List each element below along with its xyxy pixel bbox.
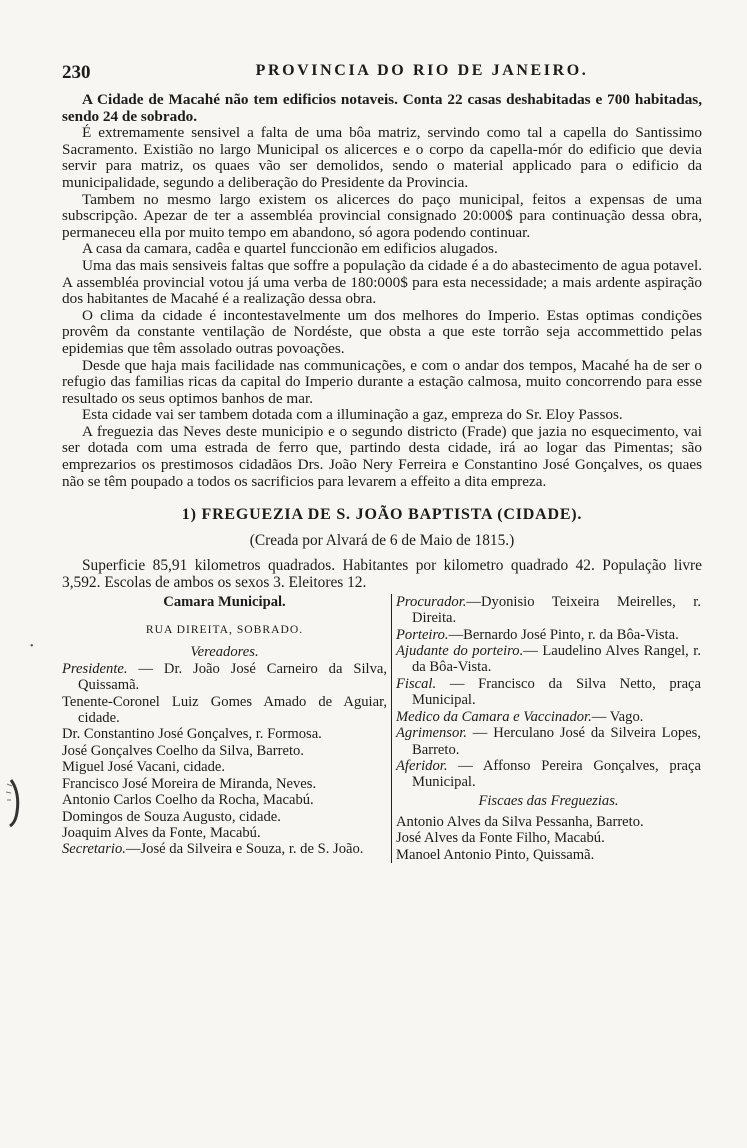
document-page (62, 58, 702, 863)
paragraph: Tambem no mesmo largo existem os alicerces do paço municipal, feitos a expensas de uma subscripção. Apezar de ter a assembléa provincial consignado 20:000$ para continuação dessa obra, permaneceu ella por muito tempo em abandono, só agora podendo continuar. (62, 190, 702, 241)
listing-entry (396, 814, 701, 830)
section-title: 1) FREGUEZIA DE S. JOÃO BAPTISTA (CIDADE). (181, 506, 583, 524)
paragraph: É extremamente sensivel a falta de uma bôa matriz, servindo como tal a capella do Santissimo Sacramento. Existião no largo Municipal os alicerces e o corpo da capella-mór do edificio que devia servir para matriz, os quaes vão ser demolidos, sendo o material applicado para o edificio da municipalidade, segundo a deliberação do Presidente da Provincia. (62, 124, 702, 191)
entry-role: Ajudante do porteiro. (396, 643, 524, 660)
entry-role: Agrimensor. (396, 725, 467, 742)
right-column (392, 594, 701, 863)
listing-entry (62, 661, 387, 694)
listing-entry (396, 847, 701, 863)
entry-text: Antonio Carlos Coelho da Rocha, Macabú. (62, 792, 314, 809)
paragraph: Esta cidade vai ser tambem dotada com a illuminação a gaz, empreza do Sr. Eloy Passos. (82, 406, 623, 424)
entry-text: — Herculano José da Silveira Lopes, Barreto. (412, 725, 701, 758)
vereadores-heading: Vereadores. (190, 643, 259, 660)
listing-entry (396, 830, 701, 846)
entry-role: Aferidor. (396, 757, 448, 774)
listing-entry (396, 627, 701, 643)
page-number: 230 (62, 62, 91, 83)
entry-text: — Francisco da Silva Netto, praça Municipal. (412, 675, 701, 709)
listing-entry (62, 825, 387, 841)
left-column (62, 594, 392, 863)
entry-text: Miguel José Vacani, cidade. (62, 759, 226, 776)
officials-list (396, 594, 701, 791)
listing-entry (396, 709, 701, 725)
entry-text: José Alves da Fonte Filho, Macabú. (396, 830, 605, 847)
entry-text: — Affonso Pereira Gonçalves, praça Municipal. (412, 757, 701, 791)
intro-text (62, 92, 702, 490)
entry-role: Secretario. (62, 841, 126, 858)
listing-entry (396, 676, 701, 709)
page-header (62, 58, 702, 92)
listing-entry (62, 792, 387, 808)
entry-text: —Dyonisio Teixeira Meirelles, r. Direita. (412, 593, 701, 627)
listing-entry (62, 776, 387, 792)
margin-dot: • (30, 641, 34, 652)
listing-entry (396, 725, 701, 758)
paragraph: Desde que haja mais facilidade nas communicações, e com o andar dos tempos, Macahé ha de ser o refugio das familias ricas da capital do Imperio durante a estação calmosa, muito concorrendo para esse resultado os seus optimos banhos de mar. (62, 356, 702, 407)
listing-entry (62, 726, 387, 742)
listing-entry (396, 758, 701, 791)
fiscaes-heading: Fiscaes das Freguezias. (478, 792, 619, 809)
section-subtitle: (Creada por Alvará de 6 de Maio de 1815.) (249, 532, 515, 550)
entry-role: Fiscal. (396, 675, 437, 692)
vereadores-list (62, 661, 387, 858)
listing-entry (396, 643, 701, 676)
entry-role: Procurador. (396, 593, 467, 610)
listing-entry (396, 594, 701, 627)
fiscaes-list (396, 814, 701, 863)
entry-text: Joaquim Alves da Fonte, Macabú. (62, 824, 261, 841)
entry-role: Porteiro. (396, 626, 449, 643)
entry-role: Presidente. (62, 660, 128, 677)
two-column-listing (62, 594, 702, 863)
entry-text: —Bernardo José Pinto, r. da Bôa-Vista. (448, 626, 679, 643)
section-stats: Superficie 85,91 kilometros quadrados. Habitantes por kilometro quadrado 42. População livre 3,592. Escolas de ambos os sexos 3. Eleitores 12. (62, 557, 702, 592)
entry-text: Manoel Antonio Pinto, Quissamã. (396, 846, 595, 863)
listing-entry (62, 694, 387, 727)
entry-text: —José da Silveira e Souza, r. de S. João. (125, 841, 364, 858)
paragraph: A casa da camara, cadêa e quartel funccionão em edificios alugados. (82, 240, 498, 258)
entry-text: — Dr. João José Carneiro da Silva, Quissamã. (78, 660, 387, 694)
entry-text: Antonio Alves da Silva Pessanha, Barreto. (396, 813, 644, 830)
paragraph: Uma das mais sensiveis faltas que soffre a população da cidade é a do abastecimento de agua potavel. A assembléa provincial votou já uma verba de 180:000$ para esta necessidade; a mais ardente aspiração dos habitantes de Macahé é a realização dessa obra. (62, 256, 702, 308)
entry-text: — Laudelino Alves Rangel, r. da Bôa-Vista. (412, 643, 701, 676)
entry-text: José Gonçalves Coelho da Silva, Barreto. (62, 742, 304, 759)
listing-entry (62, 743, 387, 759)
listing-entry (62, 809, 387, 825)
camara-heading: Camara Municipal. (163, 593, 286, 610)
listing-entry (62, 759, 387, 775)
page-edge-mark (3, 778, 25, 828)
entry-text: Tenente-Coronel Luiz Gomes Amado de Aguiar, cidade. (62, 693, 387, 727)
entry-role: Medico da Camara e Vaccinador. (396, 708, 592, 725)
entry-text: Domingos de Souza Augusto, cidade. (62, 808, 281, 825)
running-head: PROVINCIA DO RIO DE JANEIRO. (255, 62, 589, 79)
listing-entry (62, 841, 387, 857)
paragraph: A Cidade de Macahé não tem edificios notaveis. Conta 22 casas deshabitadas e 700 habitadas, sendo 24 de sobrado. (62, 91, 702, 125)
camara-address: RUA DIREITA, SOBRADO. (145, 622, 304, 636)
entry-text: Francisco José Moreira de Miranda, Neves. (62, 775, 317, 792)
paragraph: O clima da cidade é incontestavelmente um dos melhores do Imperio. Estas optimas condições provêm da constante ventilação de Nordéste, que obsta a que este torrão seja accommettido pelas epidemias que têm assolado outras povoações. (62, 306, 702, 357)
paragraph: A freguezia das Neves deste municipio e o segundo districto (Frade) que jazia no esquecimento, vai ser dotada com uma estrada de ferro que, partindo desta cidade, irá ao logar das Pimentas; são emprezarios os prestimosos cidadãos Drs. João Nery Ferreira e Constantino José Gonçalves, os quaes não se têm poupado a todos os sacrificios para levarem a effeito a dita empreza. (62, 422, 702, 490)
entry-text: — Vago. (591, 708, 644, 725)
entry-text: Dr. Constantino José Gonçalves, r. Formosa. (62, 726, 322, 743)
